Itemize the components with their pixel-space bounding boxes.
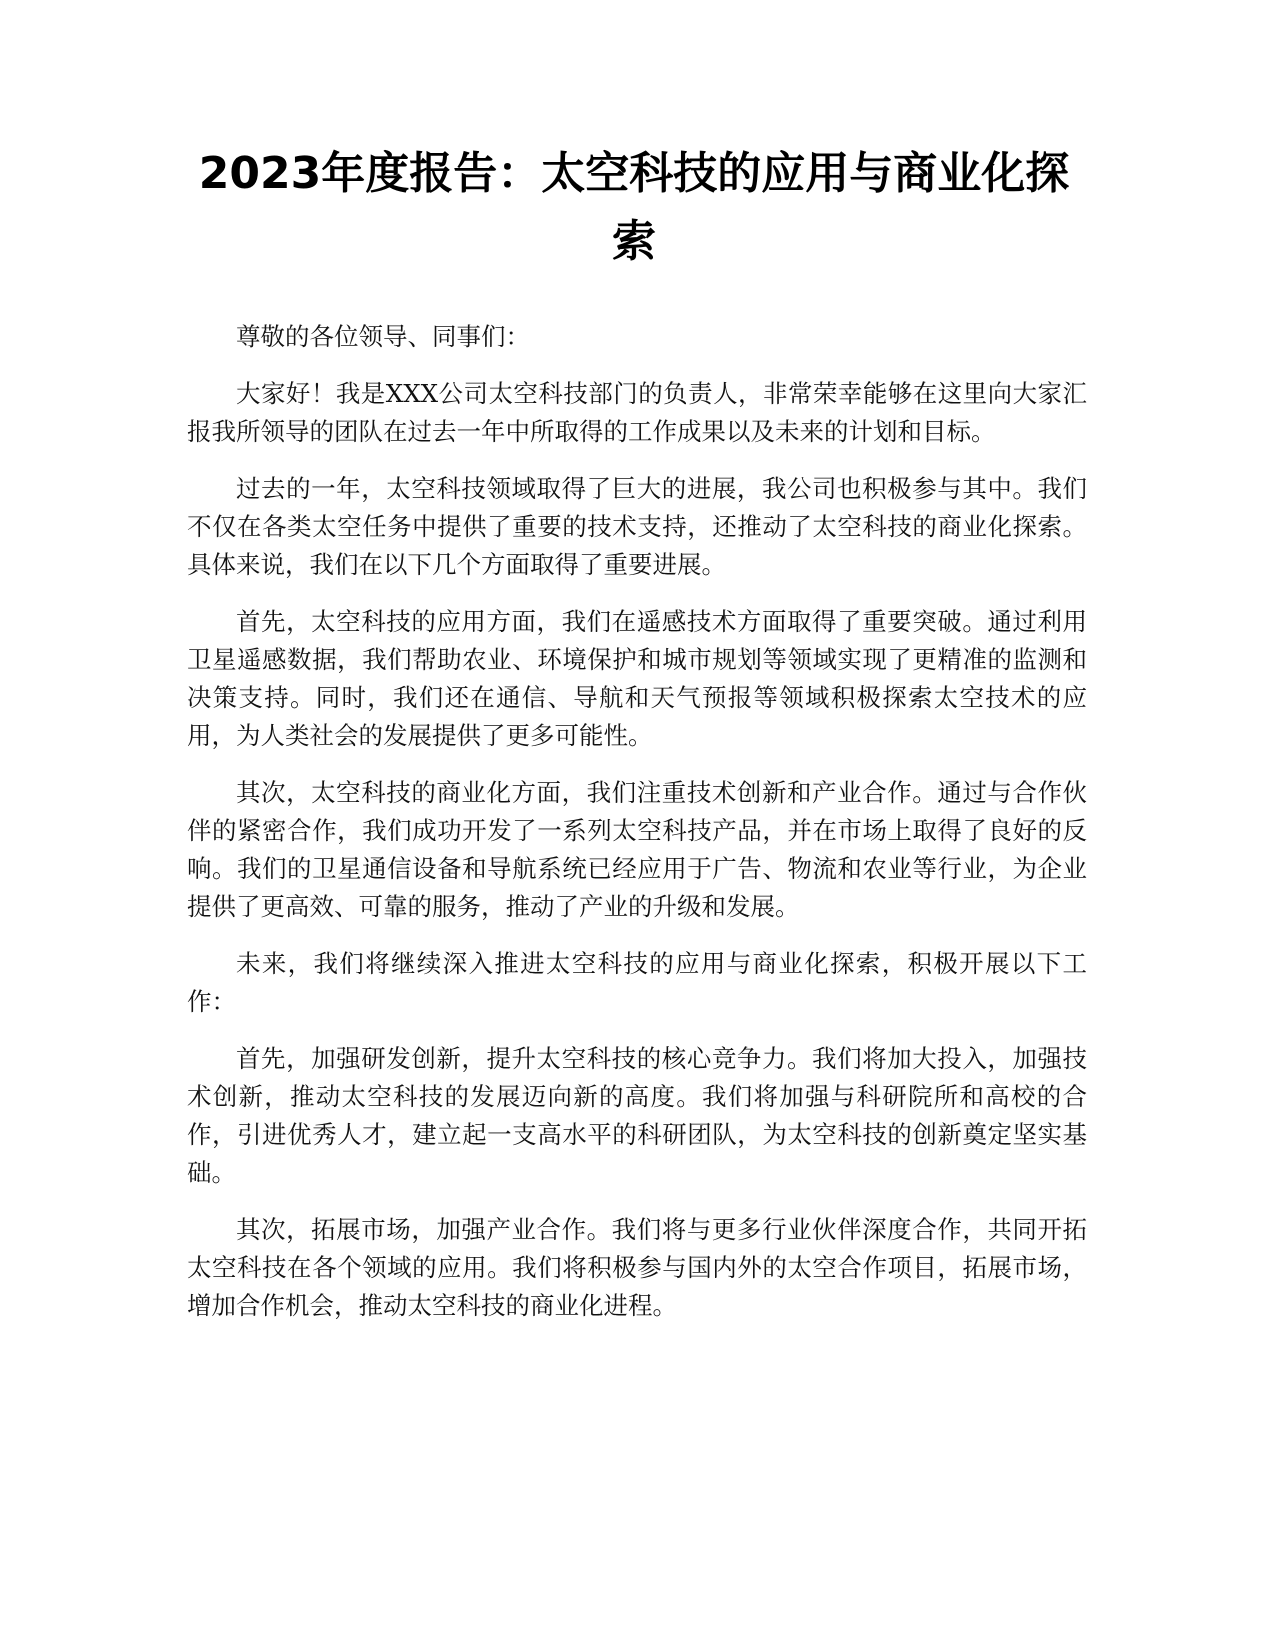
market-paragraph: 其次，拓展市场，加强产业合作。我们将与更多行业伙伴深度合作，共同开拓太空科技在各个领域的应用。我们将积极参与国内外的太空合作项目，拓展市场，增加合作机会，推动太空科技的商业化进程。: [187, 1215, 1087, 1320]
commercialization-paragraph: 其次，太空科技的商业化方面，我们注重技术创新和产业合作。通过与合作伙伴的紧密合作，我们成功开发了一系列太空科技产品，并在市场上取得了良好的反响。我们的卫星通信设备和导航系统已经应用于广告、物流和农业等行业，为企业提供了更高效、可靠的服务，推动了产业的升级和发展。: [187, 778, 1087, 921]
document-title: 2023年度报告：太空科技的应用与商业化探索: [198, 148, 1070, 267]
document-body: [187, 318, 1087, 1344]
salutation-paragraph: 尊敬的各位领导、同事们：: [236, 322, 530, 351]
rnd-paragraph: 首先，加强研发创新，提升太空科技的核心竞争力。我们将加大投入，加强技术创新，推动太空科技的发展迈向新的高度。我们将加强与科研院所和高校的合作，引进优秀人才，建立起一支高水平的科研团队，为太空科技的创新奠定坚实基础。: [187, 1044, 1087, 1187]
greeting-paragraph: 大家好！我是XXX公司太空科技部门的负责人，非常荣幸能够在这里向大家汇报我所领导的团队在过去一年中所取得的工作成果以及未来的计划和目标。: [187, 379, 1087, 446]
application-paragraph: 首先，太空科技的应用方面，我们在遥感技术方面取得了重要突破。通过利用卫星遥感数据，我们帮助农业、环境保护和城市规划等领域实现了更精准的监测和决策支持。同时，我们还在通信、导航和天气预报等领域积极探索太空技术的应用，为人类社会的发展提供了更多可能性。: [187, 607, 1087, 750]
future-intro-paragraph: 未来，我们将继续深入推进太空科技的应用与商业化探索，积极开展以下工作：: [187, 949, 1087, 1016]
review-paragraph: 过去的一年，太空科技领域取得了巨大的进展，我公司也积极参与其中。我们不仅在各类太空任务中提供了重要的技术支持，还推动了太空科技的商业化探索。具体来说，我们在以下几个方面取得了重要进展。: [187, 474, 1087, 579]
